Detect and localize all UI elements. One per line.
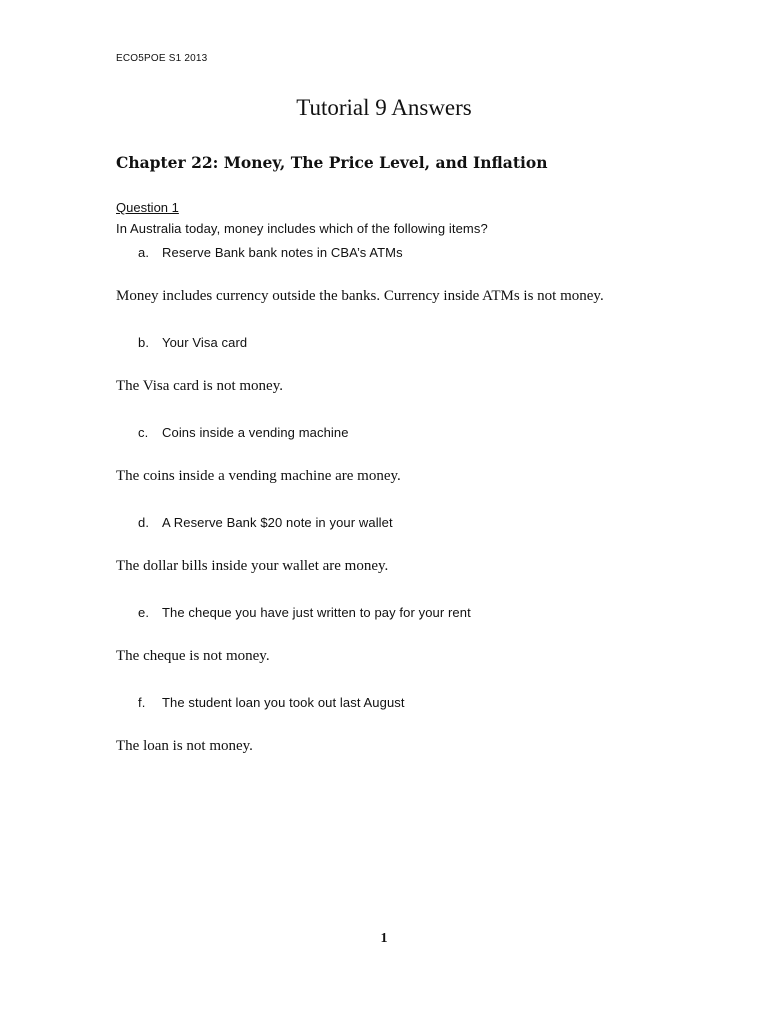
list-item-text: Your Visa card: [162, 335, 248, 350]
chapter-heading: Chapter 22: Money, The Price Level, and Inflation: [116, 153, 548, 172]
answer-text: The dollar bills inside your wallet are money.: [116, 558, 389, 574]
list-item-text: The cheque you have just written to pay for your rent: [162, 605, 471, 620]
page-header: ECO5POE S1 2013: [116, 53, 208, 64]
answer-text: The cheque is not money.: [116, 648, 270, 664]
list-item-letter: a.: [138, 245, 150, 260]
answer-text: The Visa card is not money.: [116, 378, 283, 394]
list-item: [138, 695, 405, 710]
list-item-letter: c.: [138, 425, 149, 440]
page-number: 1: [380, 931, 388, 946]
list-item-letter: f.: [138, 695, 146, 710]
question-text: In Australia today, money includes which of the following items?: [116, 221, 488, 236]
list-item-text: Reserve Bank bank notes in CBA’s ATMs: [162, 245, 403, 260]
list-item: [138, 245, 403, 260]
list-item: [138, 605, 471, 620]
list-item-text: Coins inside a vending machine: [162, 425, 349, 440]
list-item: [138, 515, 393, 530]
list-item-text: A Reserve Bank $20 note in your wallet: [162, 515, 393, 530]
list-item-letter: b.: [138, 335, 150, 350]
answer-text: The loan is not money.: [116, 738, 253, 754]
list-item-text: The student loan you took out last August: [162, 695, 405, 710]
answer-text: The coins inside a vending machine are money.: [116, 468, 401, 484]
answer-text: Money includes currency outside the banks. Currency inside ATMs is not money.: [116, 288, 604, 304]
list-item-letter: e.: [138, 605, 150, 620]
list-item: [138, 425, 349, 440]
list-item: [138, 335, 247, 350]
list-item-letter: d.: [138, 515, 150, 530]
question-label: Question 1: [116, 200, 179, 215]
page-title: Tutorial 9 Answers: [296, 95, 472, 120]
